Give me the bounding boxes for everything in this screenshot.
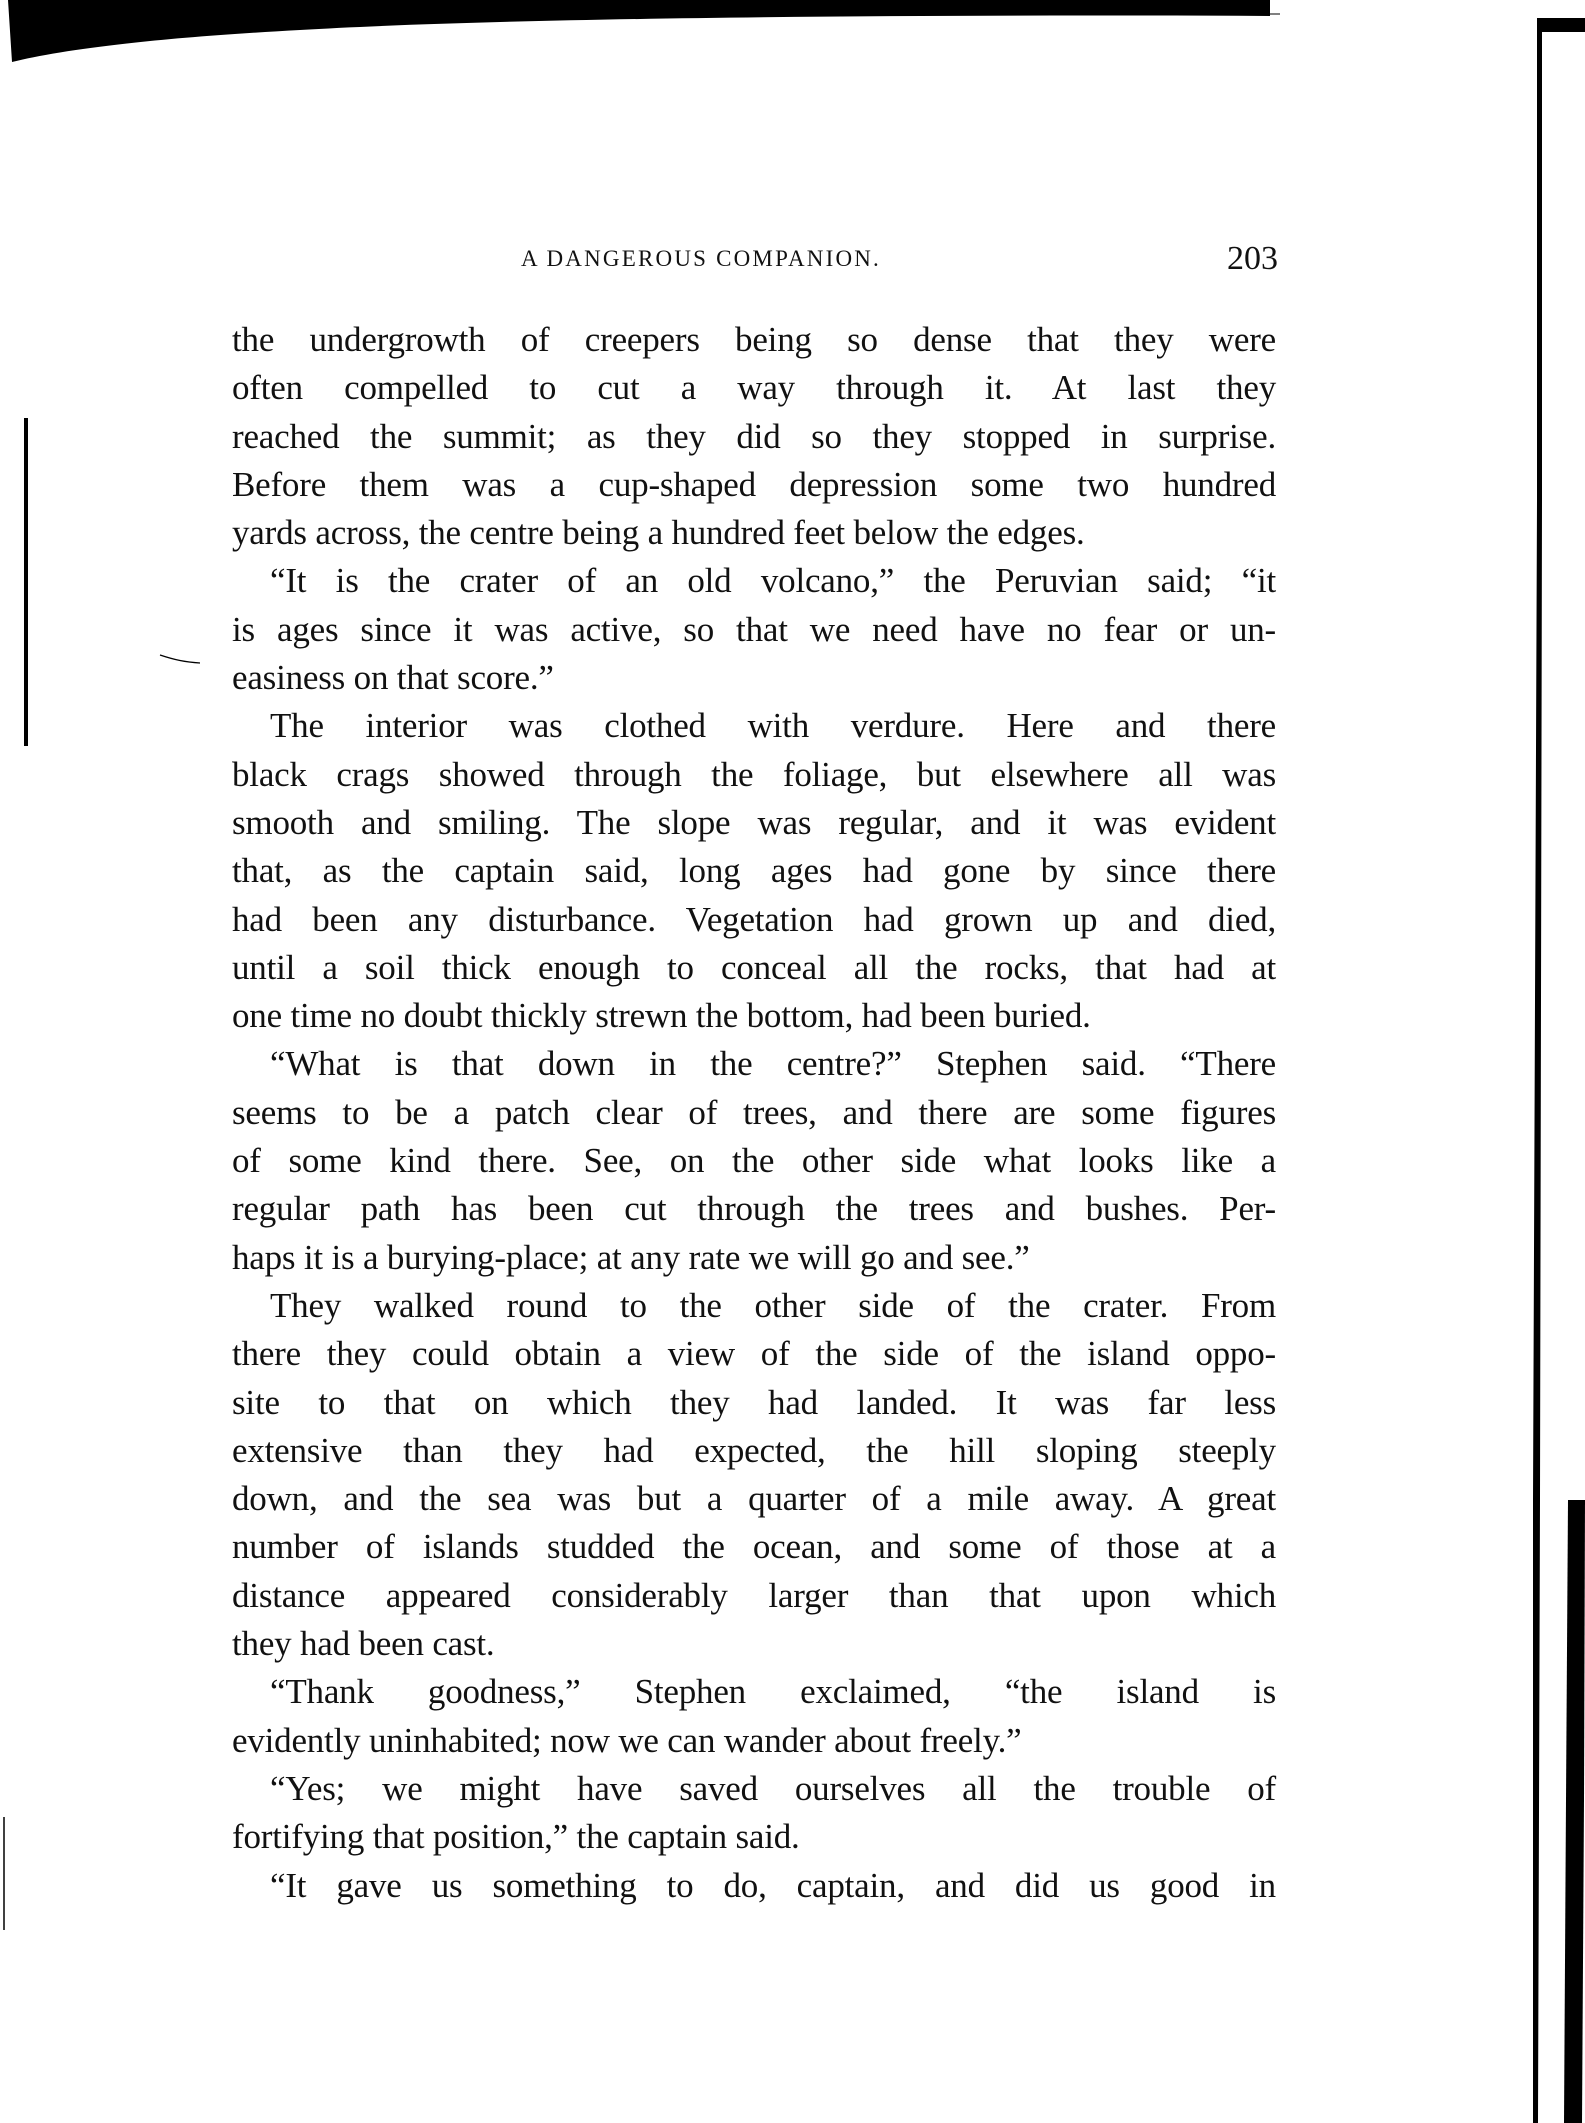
text-line: The interior was clothed with verdure. Here and there (270, 706, 1276, 746)
paragraph (232, 1862, 1276, 1910)
text-line: the undergrowth of creepers being so dense that they were (232, 320, 1276, 359)
paragraph (232, 1668, 1276, 1765)
scan-shadow-top (0, 0, 1585, 80)
text-line: of some kind there. See, on the other side what looks like a (232, 1141, 1276, 1181)
running-title: A DANGEROUS COMPANION. (521, 246, 882, 271)
text-line: black crags showed through the foliage, but elsewhere all was (232, 754, 1276, 794)
paragraph (232, 1765, 1276, 1862)
text-line: until a soil thick enough to conceal all the rocks, that had at (232, 947, 1276, 987)
text-line: haps it is a burying-place; at any rate we will go and see.” (232, 1237, 1030, 1277)
text-line: “It is the crater of an old volcano,” the Peruvian said; “it (270, 561, 1276, 601)
text-line: “Yes; we might have saved ourselves all the trouble of (270, 1768, 1276, 1808)
text-line: there they could obtain a view of the side of the island oppo- (232, 1334, 1276, 1374)
body-text (232, 316, 1276, 1910)
text-line: extensive than they had expected, the hill sloping steeply (232, 1430, 1276, 1470)
text-line: “It gave us something to do, captain, and did us good in (270, 1865, 1276, 1905)
text-line: fortifying that position,” the captain said. (232, 1817, 800, 1857)
paragraph (232, 1040, 1276, 1281)
text-line: evidently uninhabited; now we can wander about freely.” (232, 1720, 1022, 1760)
margin-marks (0, 0, 220, 2123)
text-line: is ages since it was active, so that we need have no fear or un- (232, 609, 1276, 649)
text-line: yards across, the centre being a hundred feet below the edges. (232, 513, 1085, 553)
text-line: had been any disturbance. Vegetation had grown up and died, (232, 899, 1276, 939)
running-header (226, 240, 1276, 280)
text-line: often compelled to cut a way through it. At last they (232, 368, 1276, 408)
text-line: They walked round to the other side of the crater. From (270, 1285, 1276, 1325)
text-line: distance appeared considerably larger than that upon which (232, 1575, 1276, 1615)
text-line: smooth and smiling. The slope was regular, and it was evident (232, 802, 1276, 842)
page-number: 203 (1227, 240, 1278, 277)
text-line: down, and the sea was but a quarter of a mile away. A great (232, 1479, 1276, 1519)
text-line: Before them was a cup-shaped depression some two hundred (232, 464, 1276, 504)
text-line: easiness on that score.” (232, 658, 554, 698)
text-line: “Thank goodness,” Stephen exclaimed, “the island is (270, 1672, 1276, 1712)
paragraph (232, 1282, 1276, 1668)
text-line: they had been cast. (232, 1624, 495, 1664)
book-spine-edge (1530, 0, 1585, 2123)
text-line: reached the summit; as they did so they stopped in surprise. (232, 416, 1276, 456)
paragraph (232, 557, 1276, 702)
text-line: regular path has been cut through the trees and bushes. Per- (232, 1189, 1276, 1229)
text-line: site to that on which they had landed. It was far less (232, 1382, 1276, 1422)
paragraph (232, 702, 1276, 1040)
paragraph (232, 316, 1276, 557)
text-line: “What is that down in the centre?” Stephen said. “There (270, 1044, 1276, 1084)
text-line: number of islands studded the ocean, and some of those at a (232, 1527, 1276, 1567)
text-line: one time no doubt thickly strewn the bottom, had been buried. (232, 996, 1091, 1036)
text-line: that, as the captain said, long ages had gone by since there (232, 851, 1276, 891)
text-line: seems to be a patch clear of trees, and there are some figures (232, 1092, 1276, 1132)
